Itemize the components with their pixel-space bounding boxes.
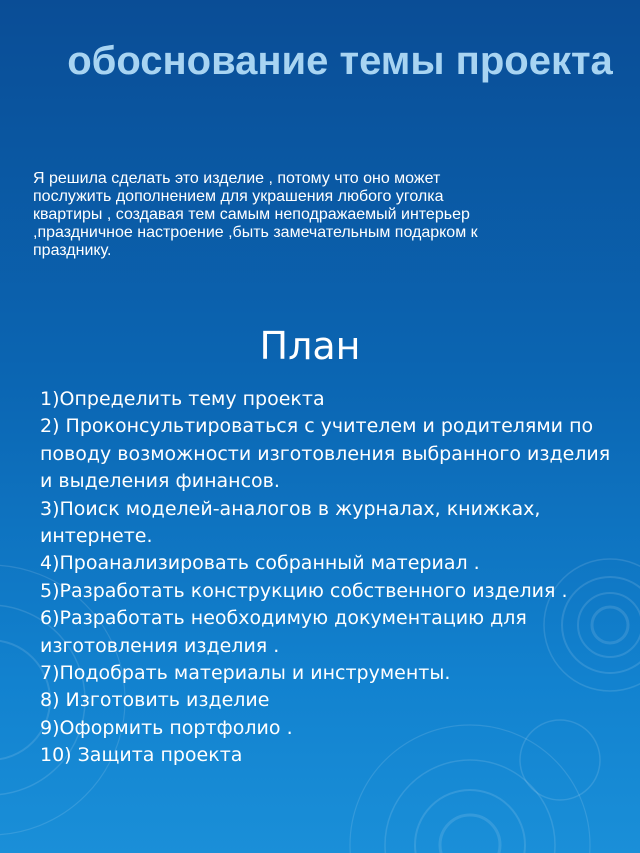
plan-item: 3)Поиск моделей-аналогов в журналах, книжках, интернете. (40, 497, 541, 548)
plan-item: 5)Разработать конструкцию собственного изделия . (40, 579, 568, 602)
plan-heading: План (259, 324, 361, 368)
plan-item: 9)Оформить портфолио . (40, 716, 293, 739)
plan-item: 10) Защита проекта (40, 744, 243, 767)
slide-title: обоснование темы проекта (67, 39, 613, 83)
plan-item: 8) Изготовить изделие (40, 689, 270, 712)
plan-item: 6)Разработать необходимую документацию для изготовления изделия . (40, 607, 527, 657)
plan-item: 2) Проконсультироваться с учителем и родителями по поводу возможности изготовления выбранного изделия и выделения финансов. (40, 415, 611, 493)
plan-list (40, 386, 620, 770)
plan-item: 4)Проанализировать собранный материал . (40, 552, 480, 575)
plan-item: 7)Подобрать материалы и инструменты. (40, 662, 451, 685)
plan-item: 1)Определить тему проекта (40, 388, 325, 410)
intro-paragraph: Я решила сделать это изделие , потому что оно может послужить дополнением для украшения любого уголка квартиры , создавая тем самым неподражаемый интерьер ,праздничное настроение ,быть замечательным подарком к празднику. (33, 170, 478, 259)
